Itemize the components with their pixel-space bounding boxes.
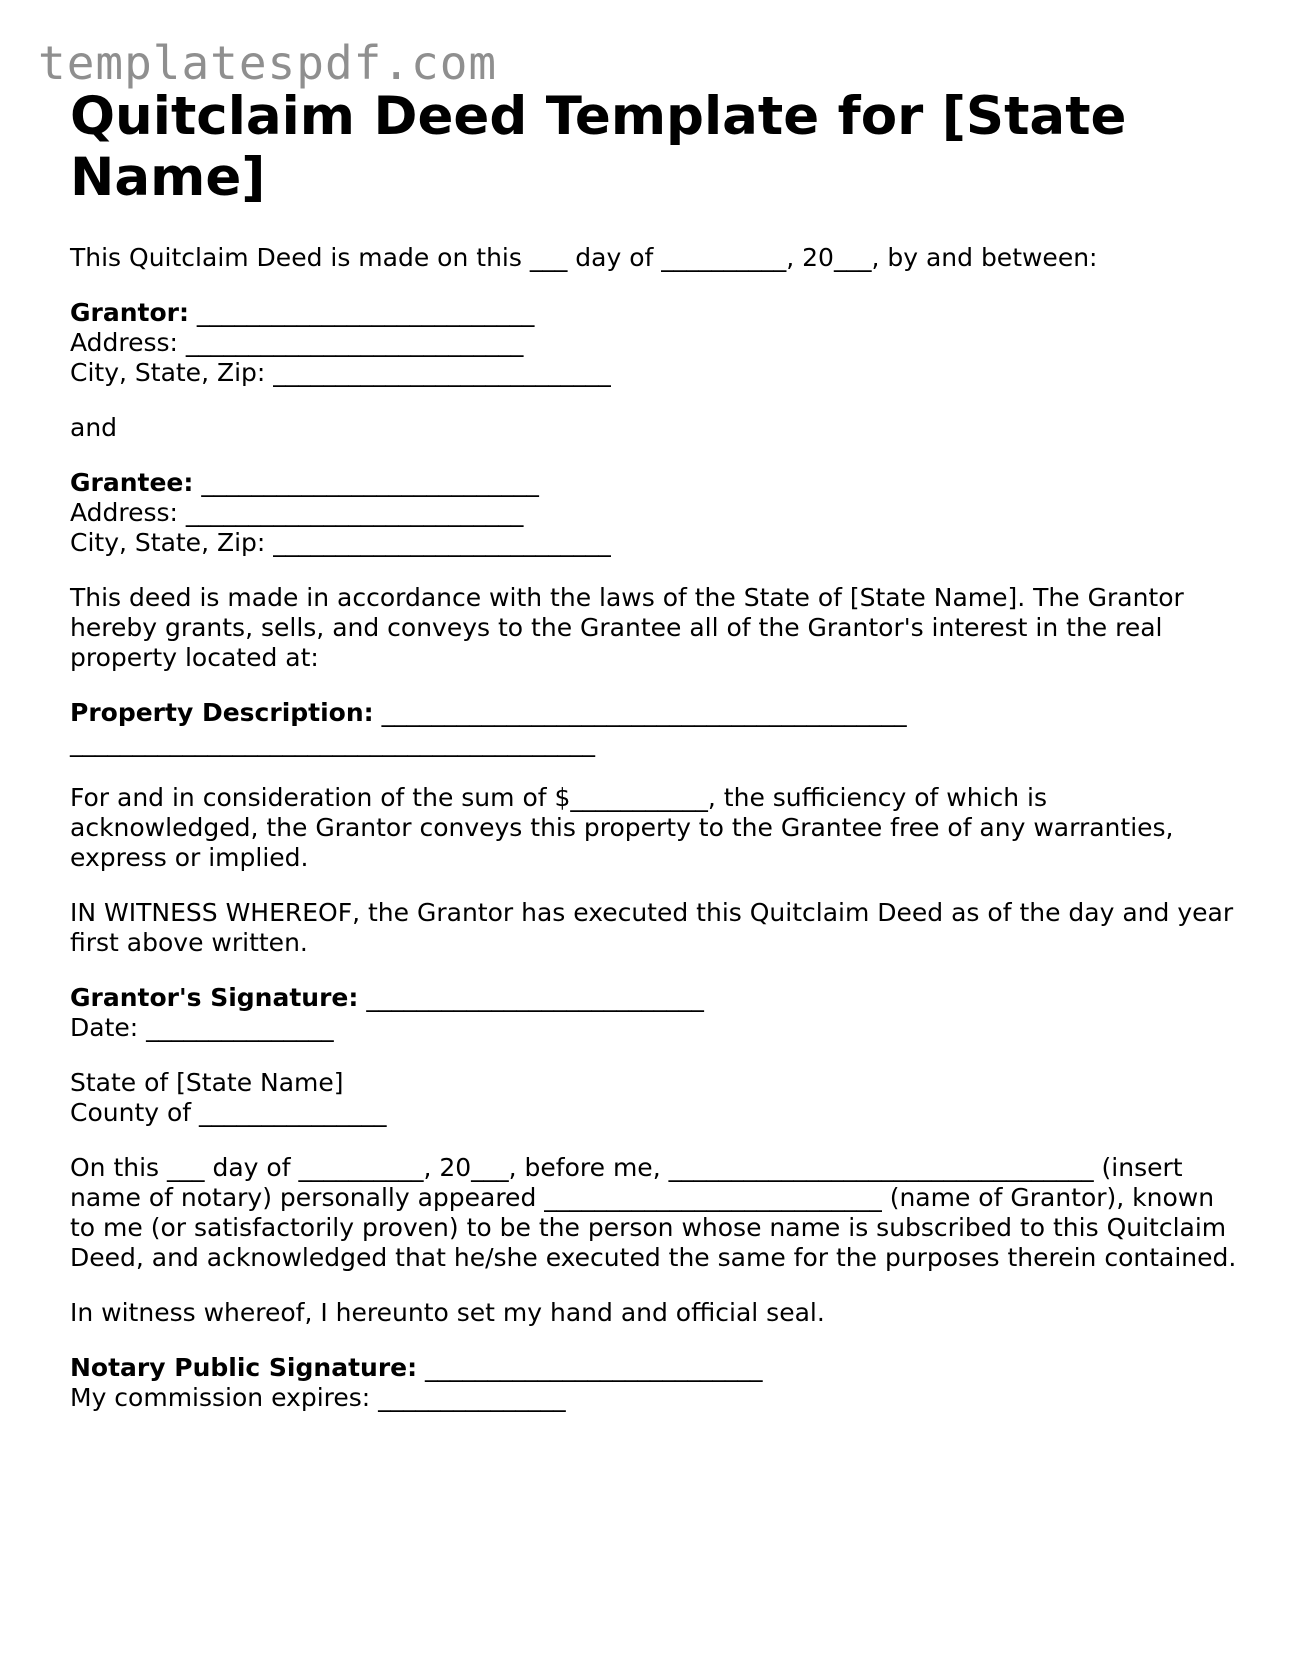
grantor-address-field[interactable]: Address: ___________________________: [70, 328, 524, 357]
state-line: State of [State Name]: [70, 1068, 344, 1097]
seal-paragraph: In witness whereof, I hereunto set my hand and official seal.: [70, 1298, 825, 1327]
property-description-field-2[interactable]: __________________________________________: [70, 728, 595, 757]
notary-signature-block: [70, 1353, 1240, 1413]
acknowledgment-paragraph: On this ___ day of __________, 20___, before me, __________________________________ (insert name of notary) personally appeared ___________________________ (name of Grantor), known to me (or satisfactorily proven) to be the person whose name is subscribed to this Quitclaim Deed, and acknowledged that he/she executed the same for the purposes therein contained.: [70, 1153, 1237, 1272]
grantor-signature-field[interactable]: ___________________________: [358, 983, 704, 1012]
watermark: templatespdf.com: [38, 36, 498, 90]
property-description-field[interactable]: __________________________________________: [373, 698, 907, 727]
property-label: Property Description:: [70, 698, 374, 727]
and-text: and: [70, 413, 118, 442]
grantee-block: [70, 468, 1240, 558]
grantor-signature-date-field[interactable]: Date: _______________: [70, 1013, 334, 1042]
grantor-signature-label: Grantor's Signature:: [70, 983, 359, 1012]
grantee-city-field[interactable]: City, State, Zip: ___________________________: [70, 528, 611, 557]
grantee-address-field[interactable]: Address: ___________________________: [70, 498, 524, 527]
notary-venue-block: [70, 1068, 1240, 1128]
consideration-paragraph: For and in consideration of the sum of $___________, the sufficiency of which is acknowledged, the Grantor conveys this property to the Grantee free of any warranties, express or implied.: [70, 783, 1174, 872]
notary-signature-field[interactable]: ___________________________: [417, 1353, 763, 1382]
commission-expires-field[interactable]: My commission expires: _______________: [70, 1383, 566, 1412]
accordance-paragraph: This deed is made in accordance with the laws of the State of [State Name]. The Grantor hereby grants, sells, and conveys to the Grantee all of the Grantor's interest in the real property located at:: [70, 583, 1184, 672]
notary-signature-label: Notary Public Signature:: [70, 1353, 418, 1382]
property-block: [70, 698, 1240, 758]
intro-paragraph: This Quitclaim Deed is made on this ___ day of __________, 20___, by and between:: [70, 243, 1098, 272]
page-title: Quitclaim Deed Template for [State Name]: [70, 86, 1127, 208]
grantor-city-field[interactable]: City, State, Zip: ___________________________: [70, 358, 611, 387]
document-body: [70, 86, 1240, 1438]
county-field[interactable]: County of _______________: [70, 1098, 387, 1127]
grantor-signature-block: [70, 983, 1240, 1043]
grantor-block: [70, 298, 1240, 388]
witness-paragraph: IN WITNESS WHEREOF, the Grantor has executed this Quitclaim Deed as of the day and year first above written.: [70, 898, 1234, 957]
grantee-name-field[interactable]: ___________________________: [193, 468, 539, 497]
grantor-label: Grantor:: [70, 298, 189, 327]
grantee-label: Grantee:: [70, 468, 194, 497]
grantor-name-field[interactable]: ___________________________: [188, 298, 535, 327]
